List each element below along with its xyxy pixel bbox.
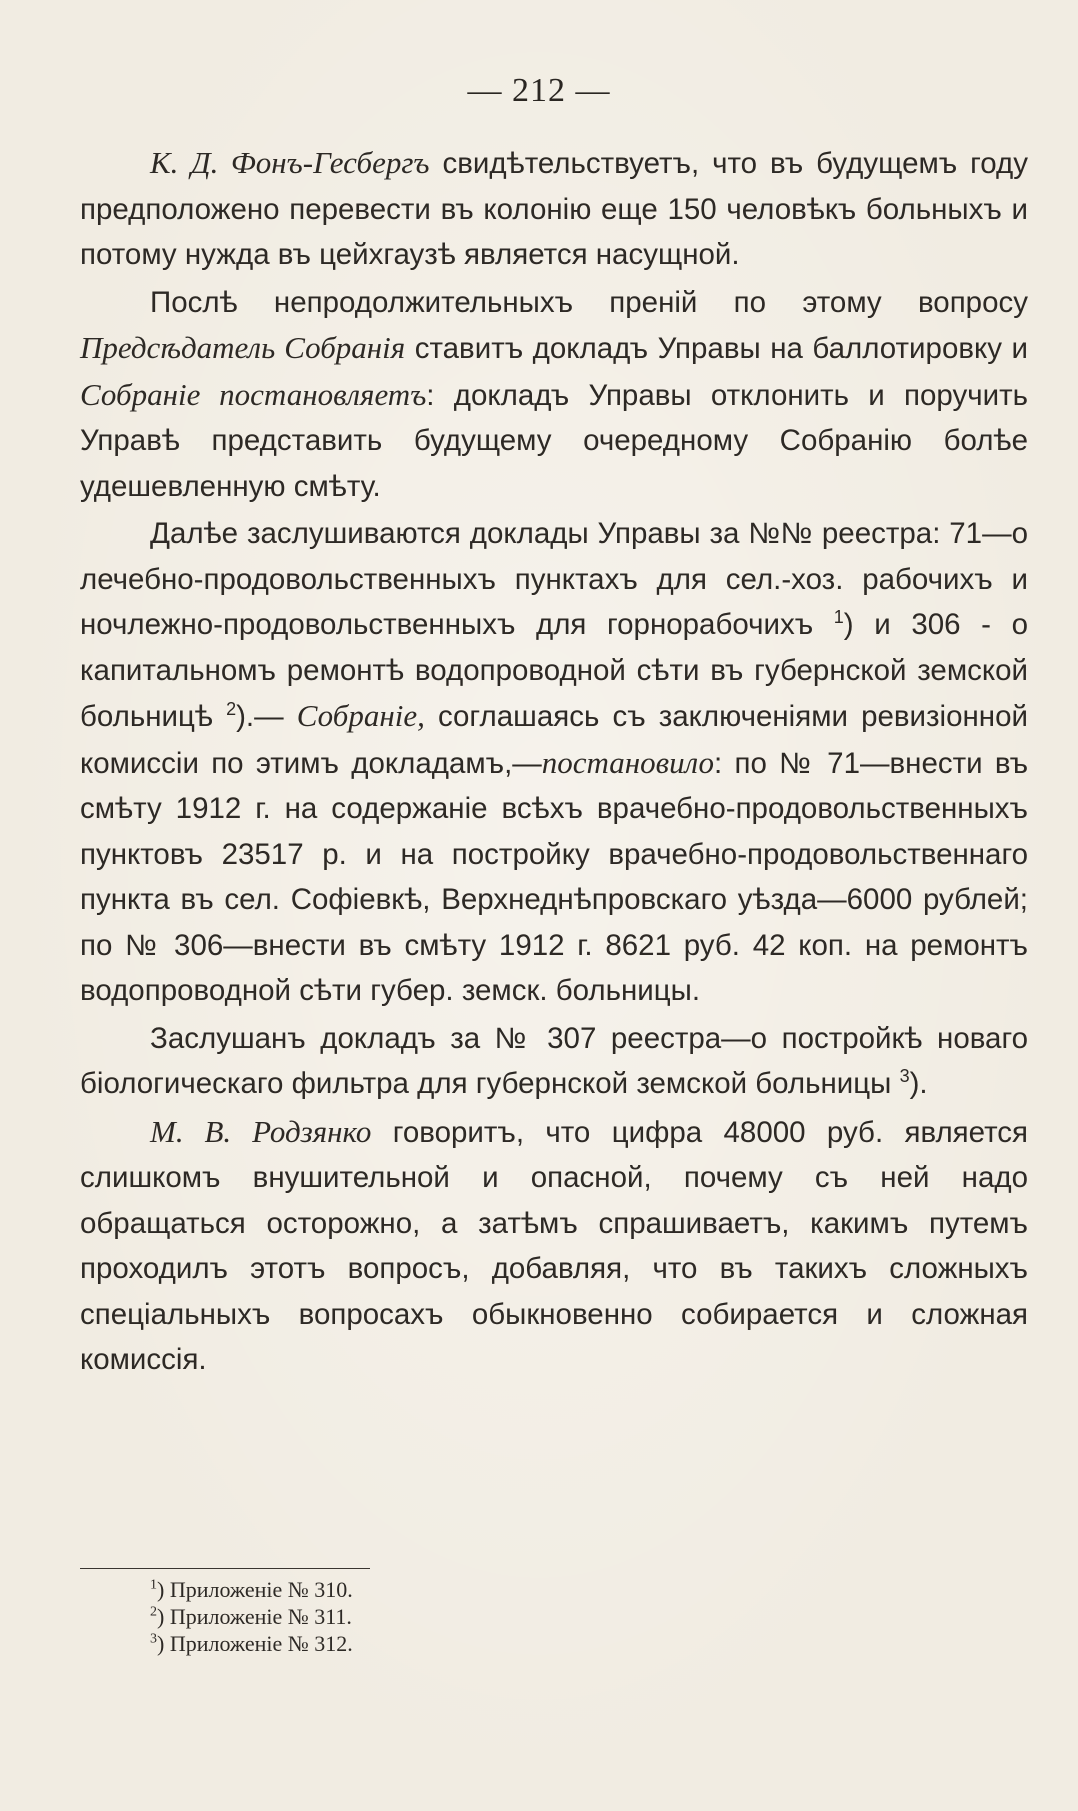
italic-phrase: постановило — [541, 744, 715, 780]
footnotes — [150, 1576, 353, 1657]
paragraph-text: Далѣе заслушиваются доклады Управы за №№ реестра: 71—о лечебно-продовольственныхъ пунктахъ для сел.-хоз. рабочихъ и ночлежно-продовольственныхъ для горнорабочихъ — [80, 517, 1028, 641]
footnote-mark: 1 — [150, 1577, 157, 1593]
footnote-mark: 2 — [150, 1604, 157, 1620]
paragraph-text: Послѣ непродолжительныхъ преній по этому вопросу — [150, 285, 1028, 319]
body-text — [80, 140, 1028, 1383]
italic-phrase: Собраніе, — [296, 698, 425, 733]
footnote-ref: 2 — [226, 699, 237, 720]
paragraph-text: : докладъ Управы отклонить и поручить Управѣ представить будущему очередному Собранію болѣе удешевленную смѣту. — [80, 378, 1028, 503]
paragraph-text: ). — [909, 1067, 928, 1100]
paragraph-1 — [80, 140, 1028, 278]
paragraph-text: ).— — [236, 700, 297, 733]
speaker-name: К. Д. Фонъ-Гесбергъ — [150, 145, 430, 180]
italic-phrase: Предсѣдатель Собранія — [80, 330, 406, 365]
footnote-divider — [80, 1568, 370, 1569]
paragraph-text: ставитъ докладъ Управы на баллотировку и — [405, 332, 1028, 365]
paragraph-text: соглашаясь съ заключеніями ревизіонной комиссіи по этимъ докладамъ,— — [80, 700, 1028, 780]
paragraph-text: Заслушанъ докладъ за № 307 реестра—о постройкѣ новаго біологическаго фильтра для губернской земской больницы — [80, 1021, 1028, 1100]
paragraph-2 — [80, 280, 1028, 510]
footnote-1 — [150, 1576, 353, 1603]
paragraph-4 — [80, 1016, 1028, 1107]
footnote-text: ) Приложеніе № 310. — [157, 1577, 353, 1602]
paragraph-5 — [80, 1109, 1028, 1383]
footnote-text: ) Приложеніе № 311. — [157, 1604, 352, 1629]
footnote-ref: 1 — [833, 607, 844, 628]
footnote-mark: 3 — [150, 1631, 157, 1647]
paragraph-text: говоритъ, что цифра 48000 руб. является слишкомъ внушительной и опасной, почему съ ней надо обращаться осторожно, а затѣмъ спрашиваетъ, какимъ путемъ проходилъ этотъ вопросъ, добавляя, что въ такихъ сложныхъ спеціальныхъ вопросахъ обыкновенно собирается и сложная комиссія. — [80, 1115, 1028, 1376]
footnote-ref: 3 — [899, 1066, 910, 1087]
paragraph-3 — [80, 511, 1028, 1014]
page-number: — 212 — — [467, 72, 611, 109]
footnote-text: ) Приложеніе № 312. — [157, 1631, 353, 1656]
footnote-3 — [150, 1630, 353, 1657]
italic-phrase: Собраніе постановляетъ — [80, 376, 427, 412]
paragraph-text: свидѣтельствуетъ, что въ будущемъ году предположено перевести въ колонію еще 150 человѣкъ больныхъ и потому нужда въ цейхгаузѣ является насущной. — [80, 147, 1028, 271]
paragraph-text: ) и 306 - о капитальномъ ремонтѣ водопроводной сѣти въ губернской земской больницѣ — [80, 608, 1028, 733]
paragraph-text: : по № 71—внести въ смѣту 1912 г. на содержаніе всѣхъ врачебно-продовольственныхъ пунктовъ 23517 р. и на постройку врачебно-продовольственнаго пункта въ сел. Софіевкѣ, Верхнеднѣпровскаго уѣзда—6000 рублей; по № 306—внести въ смѣту 1912 г. 8621 руб. 42 коп. на ремонтъ водопроводной сѣти губер. земск. больницы. — [80, 746, 1029, 1007]
footnote-2 — [150, 1603, 353, 1630]
speaker-name: М. В. Родзянко — [150, 1113, 372, 1149]
